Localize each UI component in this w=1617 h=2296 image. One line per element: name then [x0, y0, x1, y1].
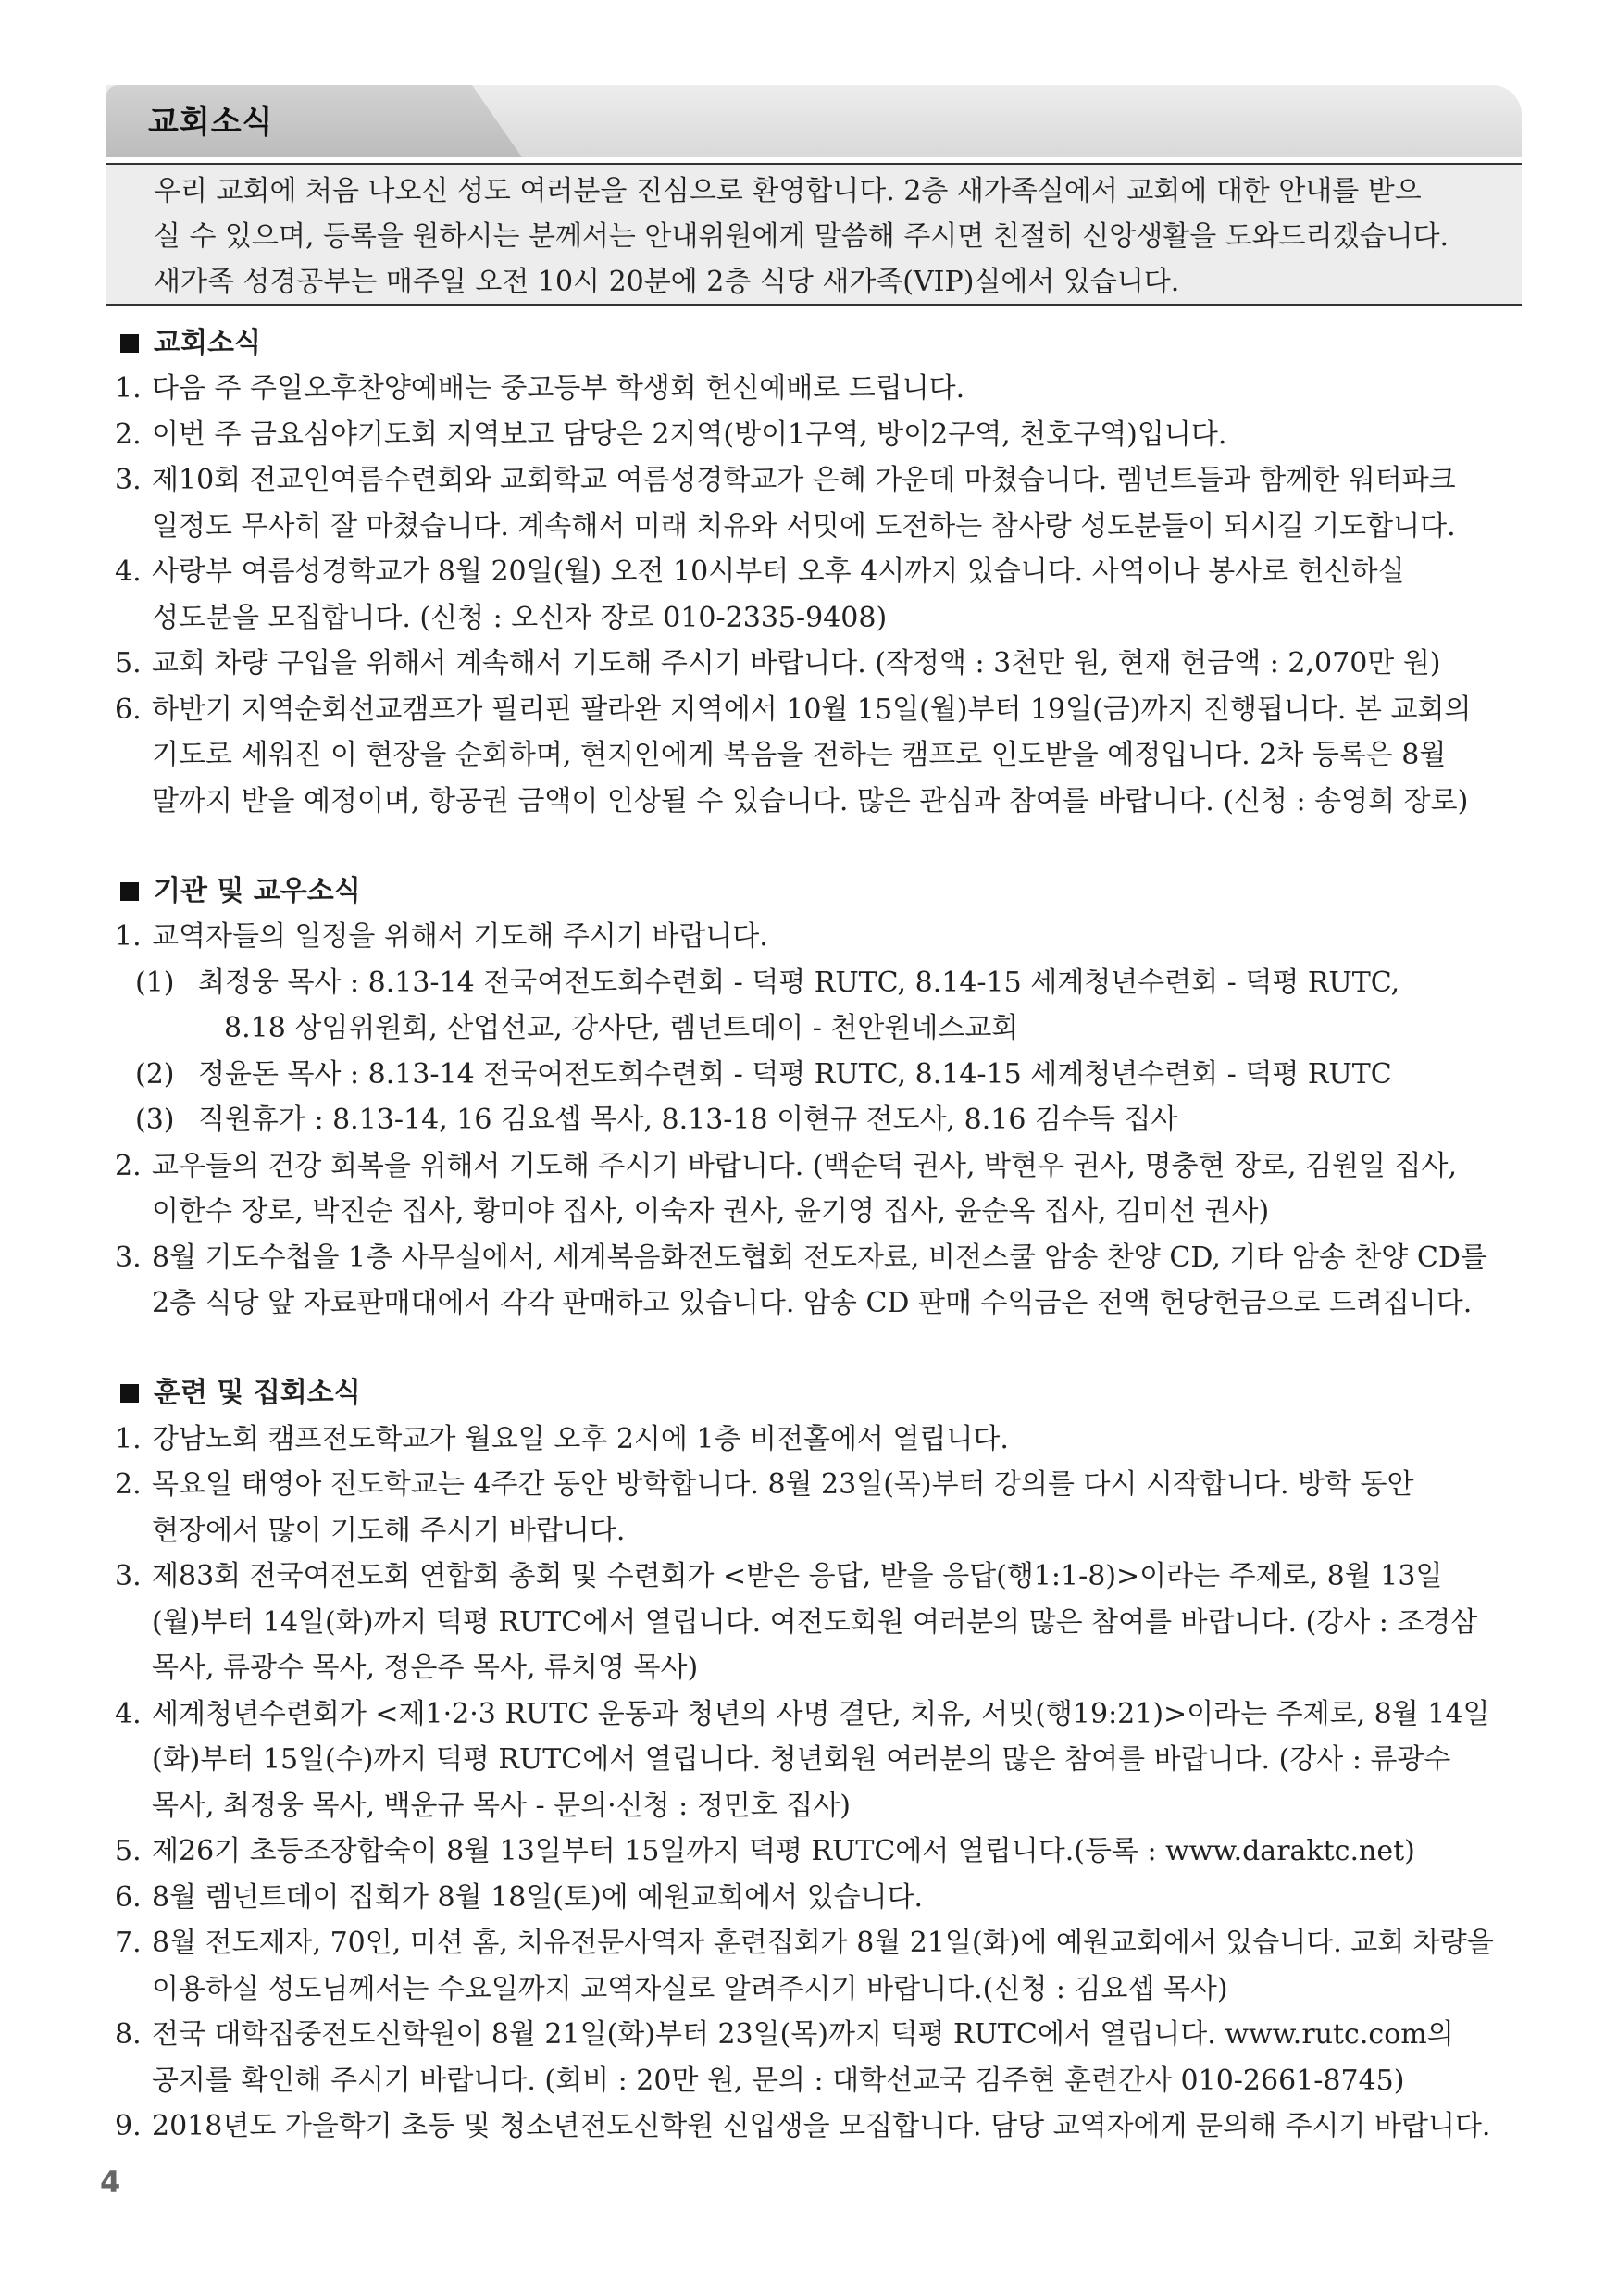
item-line: 말까지 받을 예정이며, 항공권 금액이 인상될 수 있습니다. 많은 관심과 참여를 바랍니다. (신청 : 송영희 장로): [152, 784, 1469, 817]
item-line: 기도로 세워진 이 현장을 순회하며, 현지인에게 복음을 전하는 캠프로 인도받을 예정입니다. 2차 등록은 8월: [152, 739, 1447, 771]
item-line: 8월 전도제자, 70인, 미션 홈, 치유전문사역자 훈련집회가 8월 21일(화)에 예원교회에서 있습니다. 교회 차량을: [152, 1927, 1494, 1959]
item-line: 제26기 초등조장합숙이 8월 13일부터 15일까지 덕평 RUTC에서 열립니다.(등록 : www.daraktc.net): [152, 1835, 1415, 1867]
item-line: 목요일 태영아 전도학교는 4주간 동안 방학합니다. 8월 23일(목)부터 강의를 다시 시작합니다. 방학 동안: [152, 1468, 1414, 1501]
item-line: 8월 기도수첩을 1층 사무실에서, 세계복음화전도협회 전도자료, 비전스쿨 암송 찬양 CD, 기타 암송 찬양 CD를: [152, 1241, 1487, 1274]
square-bullet-icon: [120, 882, 139, 901]
sub-item-line: 최정웅 목사 : 8.13-14 전국여전도회수련회 - 덕평 RUTC, 8.14-15 세계청년수련회 - 덕평 RUTC,: [198, 966, 1400, 999]
item-number: 8.: [115, 2018, 142, 2051]
item-line: 교우들의 건강 회복을 위해서 기도해 주시기 바랍니다. (백순덕 권사, 박현우 권사, 명충현 장로, 김원일 집사,: [152, 1149, 1458, 1182]
list-item: [115, 1691, 1522, 1829]
section-spacer: [115, 1327, 1522, 1371]
section-title: 훈련 및 집회소식: [154, 1377, 361, 1410]
list-item: [115, 1416, 1522, 1463]
item-line: (화)부터 15일(수)까지 덕평 RUTC에서 열립니다. 청년회원 여러분의 많은 참여를 바랍니다. (강사 : 류광수: [152, 1743, 1451, 1776]
item-line: 전국 대학집중전도신학원이 8월 21일(화)부터 23일(목)까지 덕평 RUTC에서 열립니다. www.rutc.com의: [152, 2018, 1454, 2051]
header-tab-title: 교회소식: [148, 104, 274, 141]
item-number: 6.: [115, 1880, 142, 1914]
sub-list-item: [115, 960, 1522, 1052]
item-line: 이한수 장로, 박진순 집사, 황미야 집사, 이숙자 권사, 윤기영 집사, 윤순옥 집사, 김미선 권사): [152, 1195, 1270, 1228]
item-number: 1.: [115, 920, 142, 953]
sub-item-line: 정윤돈 목사 : 8.13-14 전국여전도회수련회 - 덕평 RUTC, 8.14-15 세계청년수련회 - 덕평 RUTC: [198, 1057, 1392, 1091]
sub-list-item: [115, 1097, 1522, 1143]
list-item: [115, 2012, 1522, 2103]
main-content: [115, 320, 1522, 2150]
section-heading: [115, 320, 1522, 366]
item-number: 3.: [115, 464, 142, 496]
list-item: [115, 412, 1522, 458]
sub-item-number: (3): [135, 1104, 175, 1136]
item-line: 세계청년수련회가 <제1·2·3 RUTC 운동과 청년의 사명 결단, 치유, 서밋(행19:21)>이라는 주제로, 8월 14일: [152, 1697, 1490, 1730]
item-number: 1.: [115, 1422, 142, 1455]
item-number: 7.: [115, 1927, 142, 1959]
intro-text: [154, 168, 1486, 305]
item-line: 강남노회 캠프전도학교가 월요일 오후 2시에 1층 비전홀에서 열립니다.: [152, 1422, 1009, 1455]
item-line: 다음 주 주일오후찬양예배는 중고등부 학생회 헌신예배로 드립니다.: [152, 372, 965, 405]
intro-line: 새가족 성경공부는 매주일 오전 10시 20분에 2층 식당 새가족(VIP)실에서 있습니다.: [154, 266, 1180, 298]
list-item: [115, 1462, 1522, 1554]
item-line: 8월 렘넌트데이 집회가 8월 18일(토)에 예원교회에서 있습니다.: [152, 1880, 924, 1914]
item-number: 6.: [115, 693, 142, 726]
item-line: 일정도 무사히 잘 마쳤습니다. 계속해서 미래 치유와 서밋에 도전하는 참사랑 성도분들이 되시길 기도합니다.: [152, 509, 1456, 543]
section-title: 교회소식: [154, 326, 261, 359]
list-item: [115, 1143, 1522, 1235]
intro-line: 실 수 있으며, 등록을 원하시는 분께서는 안내위원에게 말씀해 주시면 친절히 신앙생활을 도와드리겠습니다.: [154, 220, 1449, 253]
square-bullet-icon: [120, 334, 139, 353]
sub-item-line: 8.18 상임위원회, 산업선교, 강사단, 렘넌트데이 - 천안원네스교회: [224, 1012, 1019, 1044]
item-line: 현장에서 많이 기도해 주시기 바랍니다.: [152, 1514, 626, 1547]
list-item: [115, 1235, 1522, 1327]
section-heading: [115, 868, 1522, 914]
list-item: [115, 641, 1522, 687]
item-line: 2018년도 가을학기 초등 및 청소년전도신학원 신입생을 모집합니다. 담당 교역자에게 문의해 주시기 바랍니다.: [152, 2110, 1491, 2142]
item-number: 5.: [115, 647, 142, 680]
item-line: 목사, 류광수 목사, 정은주 목사, 류치영 목사): [152, 1652, 699, 1684]
list-item: [115, 1554, 1522, 1691]
intro-line: 우리 교회에 처음 나오신 성도 여러분을 진심으로 환영합니다. 2층 새가족실에서 교회에 대한 안내를 받으: [154, 175, 1422, 207]
list-item: [115, 366, 1522, 412]
list-item: [115, 1828, 1522, 1875]
item-number: 3.: [115, 1241, 142, 1274]
item-number: 3.: [115, 1560, 142, 1592]
sub-item-line: 직원휴가 : 8.13-14, 16 김요셉 목사, 8.13-18 이현규 전도사, 8.16 김수득 집사: [198, 1104, 1178, 1136]
item-line: (월)부터 14일(화)까지 덕평 RUTC에서 열립니다. 여전도회원 여러분의 많은 참여를 바랍니다. (강사 : 조경삼: [152, 1605, 1478, 1639]
item-number: 2.: [115, 418, 142, 451]
item-number: 5.: [115, 1835, 142, 1867]
list-item: [115, 687, 1522, 825]
sub-item-number: (2): [135, 1057, 175, 1091]
list-item: [115, 1920, 1522, 2012]
item-line: 제83회 전국여전도회 연합회 총회 및 수련회가 <받은 응답, 받을 응답(행1:1-8)>이라는 주제로, 8월 13일: [152, 1560, 1443, 1592]
item-number: 2.: [115, 1468, 142, 1501]
section-title: 기관 및 교우소식: [154, 874, 361, 907]
square-bullet-icon: [120, 1384, 139, 1403]
item-line: 공지를 확인해 주시기 바랍니다. (회비 : 20만 원, 문의 : 대학선교국 김주현 훈련간사 010-2661-8745): [152, 2064, 1405, 2097]
item-line: 사랑부 여름성경학교가 8월 20일(월) 오전 10시부터 오후 4시까지 있습니다. 사역이나 봉사로 헌신하실: [152, 555, 1405, 588]
list-item: [115, 2103, 1522, 2150]
item-line: 제10회 전교인여름수련회와 교회학교 여름성경학교가 은혜 가운데 마쳤습니다. 렘넌트들과 함께한 워터파크: [152, 464, 1456, 496]
section-spacer: [115, 824, 1522, 868]
item-number: 4.: [115, 1697, 142, 1730]
item-number: 1.: [115, 372, 142, 405]
item-line: 목사, 최정웅 목사, 백운규 목사 - 문의·신청 : 정민호 집사): [152, 1789, 851, 1822]
item-number: 9.: [115, 2110, 142, 2142]
list-item: [115, 1875, 1522, 1921]
item-line: 이용하실 성도님께서는 수요일까지 교역자실로 알려주시기 바랍니다.(신청 : 김요셉 목사): [152, 1972, 1228, 2005]
section-heading: [115, 1371, 1522, 1416]
sub-item-number: (1): [135, 966, 175, 999]
list-item: [115, 549, 1522, 641]
item-line: 2층 식당 앞 자료판매대에서 각각 판매하고 있습니다. 암송 CD 판매 수익금은 전액 헌당헌금으로 드려집니다.: [152, 1287, 1473, 1319]
list-item: [115, 914, 1522, 960]
item-line: 교회 차량 구입을 위해서 계속해서 기도해 주시기 바랍니다. (작정액 : 3천만 원, 현재 헌금액 : 2,070만 원): [152, 647, 1441, 680]
item-number: 4.: [115, 555, 142, 588]
item-line: 성도분을 모집합니다. (신청 : 오신자 장로 010-2335-9408): [152, 601, 888, 634]
sub-list-item: [115, 1052, 1522, 1098]
item-line: 이번 주 금요심야기도회 지역보고 담당은 2지역(방이1구역, 방이2구역, 천호구역)입니다.: [152, 418, 1227, 451]
item-line: 교역자들의 일정을 위해서 기도해 주시기 바랍니다.: [152, 920, 768, 953]
page-number: 4: [100, 2165, 121, 2200]
list-item: [115, 457, 1522, 549]
item-line: 하반기 지역순회선교캠프가 필리핀 팔라완 지역에서 10월 15일(월)부터 19일(금)까지 진행됩니다. 본 교회의: [152, 693, 1472, 726]
item-number: 2.: [115, 1149, 142, 1182]
